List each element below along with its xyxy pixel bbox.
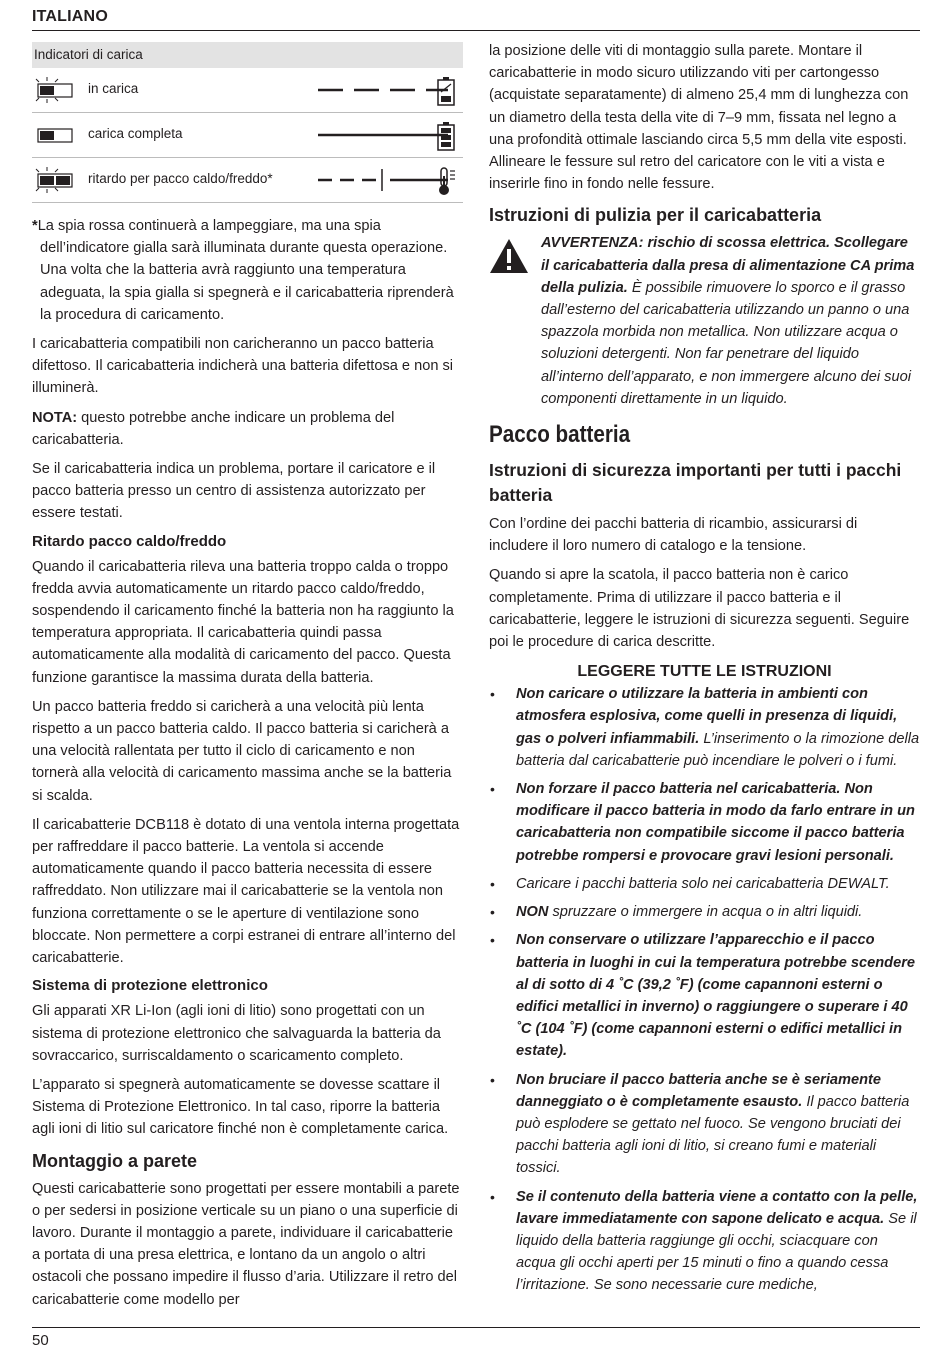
warning-block: [489, 232, 920, 410]
paragraph: Con l’ordine dei pacchi batteria di ricambio, assicurarsi di includere il loro numero di catalogo e la tensione.: [489, 516, 858, 555]
footnote-text: La spia rossa continuerà a lampeggiare, ma una spia dell’indicatore gialla sarà illuminata durante questa operazione. Una volta che la batteria avrà raggiunto una temperatura adeguata, la spia gialla si spegnerà e il caricabatteria riprenderà la procedura di caricamento.: [37, 218, 454, 323]
paragraph: Se il caricabatteria indica un problema, portare il caricatore e il pacco batteria presso un centro di assistenza autorizzato per essere testati.: [32, 461, 436, 522]
paragraph: I caricabatteria compatibili non caricheranno un pacco batteria difettoso. Il caricabatteria indicherà una batteria difettosa e non si illuminerà.: [32, 336, 454, 397]
paragraph: Quando si apre la scatola, il pacco batteria non è carico completamente. Prima di utilizzare il pacco batteria e il caricabatterie, leggere le istruzioni di sicurezza seguenti. Seguire poi le procedure di carica descritte.: [489, 567, 910, 651]
list-item-bold: Non conservare o utilizzare l’apparecchio e il pacco batteria in luoghi in cui la temperatura potrebbe scendere al di sotto di 4 ˚C (39,2 ˚F) (come capannoni esterni o edifici metallici in inverno) o raggiungere o superare i 40 ˚C (104 ˚F) (come capannoni esterni o edifici metallici in estate).: [516, 932, 915, 1060]
paragraph: L’apparato si spegnerà automaticamente se dovesse scattare il Sistema di Protezione Elettronico. In tal caso, riporre la batteria agli ioni di litio sul caricatore finché non è completamente carica.: [32, 1076, 449, 1138]
battery-charging-icon: [435, 76, 459, 106]
language-label: ITALIANO: [32, 8, 108, 25]
section-heading: Istruzioni di sicurezza importanti per tutti i pacchi batteria: [489, 460, 902, 506]
list-item-bold: Se il contenuto della batteria viene a contatto con la pelle, lavare immediatamente con sapone delicato e acqua.: [516, 1188, 918, 1227]
list-item: [489, 778, 920, 867]
paragraph: Un pacco batteria freddo si caricherà a una velocità più lenta rispetto a un pacco batteria caldo. Il pacco batteria si caricherà a una velocità rallentata per tutto il ciclo di caricamento e non tornerà alla velocità di caricamento massima anche se la batteria si scalda.: [32, 698, 452, 804]
section-heading: Ritardo pacco caldo/freddo: [32, 532, 227, 550]
battery-full-icon: [435, 121, 459, 151]
note: [32, 407, 463, 451]
blinking-led-icon: [34, 77, 74, 103]
thermometer-icon: [435, 166, 459, 196]
list-item-bold: Non caricare o utilizzare la batteria in ambienti con atmosfera esplosiva, come quelli in presenza di liquidi, gas o polveri infiammabili.: [516, 686, 898, 747]
paragraph: Questi caricabatterie sono progettati per essere montabili a parete o per sedersi in posizione verticale su un piano o una superficie di lavoro. Durante il montaggio a parete, individuare il caricabatterie a portata di una presa elettrica, e lontano da un angolo o altri ostacoli che possano impedire il flusso d’aria. Utilizzare il retro del caricabatterie come modello per: [32, 1180, 460, 1308]
paragraph: Gli apparati XR Li-Ion (agli ioni di litio) sono progettati con un sistema di protezione elettronico che salvaguarda la batteria da sovraccarico, surriscaldamento o scaricamento completo.: [32, 1003, 441, 1064]
warning-text: [541, 232, 920, 410]
list-item: [489, 683, 920, 772]
list-item-text: spruzzare o immergere in acqua o in altri liquidi.: [548, 904, 863, 921]
warning-bold: AVVERTENZA: rischio di scossa elettrica. Scollegare il caricabatteria dalla presa di alimentazione CA prima della pulizia.: [541, 235, 915, 296]
solid-led-icon: [34, 122, 74, 148]
chapter-heading: Pacco batteria: [489, 421, 631, 449]
list-item-bold: Non forzare il pacco batteria nel caricabatteria. Non modificare il pacco batteria in modo da farlo entrare in un caricabatteria non compatibile siccome il pacco batteria potrebbe rompersi e provocare gravi lesioni personali.: [516, 781, 915, 864]
footnote: [32, 215, 463, 326]
list-item-text: Caricare i pacchi batteria solo nei caricabatteria DEWALT.: [516, 875, 890, 892]
table-row: [32, 113, 463, 158]
list-item-bold: Non bruciare il pacco batteria anche se è seriamente danneggiato o è completamente esausto.: [516, 1071, 881, 1110]
note-label: NOTA:: [32, 409, 78, 426]
table-row: [32, 68, 463, 113]
list-item-text: Se il liquido della batteria raggiunge gli occhi, sciacquare con acqua gli occhi aperti per 15 minuti o fino a quando cessa l’irritazione. Se sono necessarie cure mediche,: [516, 1210, 917, 1294]
read-all-heading: LEGGERE TUTTE LE ISTRUZIONI: [577, 663, 832, 681]
blinking-dual-led-icon: [34, 167, 74, 193]
list-item: [489, 1069, 920, 1180]
paragraph: Il caricabatterie DCB118 è dotato di una ventola interna progettata per raffreddare il pacco batterie. La ventola si accende automaticamente quando il pacco batteria necessita di essere raffreddato. Non utilizzare mai il caricabatterie se la ventola non funziona correttamente o se le aperture di ventilazione sono bloccate. Non permettere a corpi estranei di entrare all’interno del caricabatterie.: [32, 816, 460, 967]
table-title: Indicatori di carica: [32, 42, 463, 68]
table-row: [32, 158, 463, 203]
charge-indicator-table: [32, 42, 463, 203]
section-heading: Sistema di protezione elettronico: [32, 977, 268, 995]
row-label: ritardo per pacco caldo/freddo*: [88, 171, 273, 186]
section-heading: Istruzioni di pulizia per il caricabatteria: [489, 205, 822, 226]
mixed-pattern-icon: [288, 166, 448, 194]
row-label: in carica: [88, 81, 139, 96]
safety-list: [489, 683, 920, 1296]
list-item: [489, 901, 920, 923]
list-item: [489, 929, 920, 1062]
page-header: [32, 8, 920, 31]
solid-pattern-icon: [288, 121, 448, 149]
page-number: 50: [32, 1332, 49, 1349]
right-column: [489, 40, 920, 1303]
paragraph: la posizione delle viti di montaggio sulla parete. Montare il caricabatterie in modo sicuro utilizzando viti per cartongesso (acquistate separatamente) di almeno 25,4 mm di lunghezza con un diametro della testa della vite di 7–9 mm, fissata nel legno a una profondità ottimale lasciando circa 5,5 mm della vite esposti. Allineare le fessure sul retro del caricatore con le viti a vista e inserirle fino in fondo nelle fessure.: [489, 43, 909, 193]
footnote-star: *: [32, 218, 38, 234]
dashed-pattern-icon: [288, 76, 448, 104]
list-item-text: Il pacco batteria può esplodere se gettato nel fuoco. Se vengono bruciati dei pacchi batteria agli ioni di litio, si creano fumi e materiali tossici.: [516, 1093, 910, 1177]
list-item-bold: NON: [516, 904, 549, 921]
left-column: [32, 42, 463, 1318]
list-item-text: L’inserimento o la rimozione della batteria dal caricabatterie può incendiare le polveri o i fumi.: [516, 730, 920, 769]
row-label: carica completa: [88, 126, 183, 141]
section-heading: Montaggio a parete: [32, 1150, 198, 1171]
note-text: questo potrebbe anche indicare un problema del caricabatteria.: [32, 409, 395, 448]
list-item: [489, 873, 920, 895]
warning-triangle-icon: [489, 238, 529, 274]
paragraph: Quando il caricabatteria rileva una batteria troppo calda o troppo fredda avvia automaticamente un ritardo pacco caldo/freddo, sospendendo il caricamento finché la batteria non ha raggiunto la temperatura appropriata. Il caricabatteria quindi passa automaticamente alla modalità di caricamento del pacco. Questa funzione garantisce la massima durata della batteria.: [32, 558, 454, 686]
list-item: [489, 1186, 920, 1297]
footer-rule: [32, 1327, 920, 1328]
warning-body: È possibile rimuovere lo sporco e il grasso dall’esterno del caricabatteria utilizzando un panno o una spazzola morbida non metallica. Non utilizzare acqua o soluzioni detergenti. Non far penetrare del liquido all’interno dell’apparato, e non immergere alcuno dei suoi componenti direttamente in un liquido.: [541, 279, 911, 407]
